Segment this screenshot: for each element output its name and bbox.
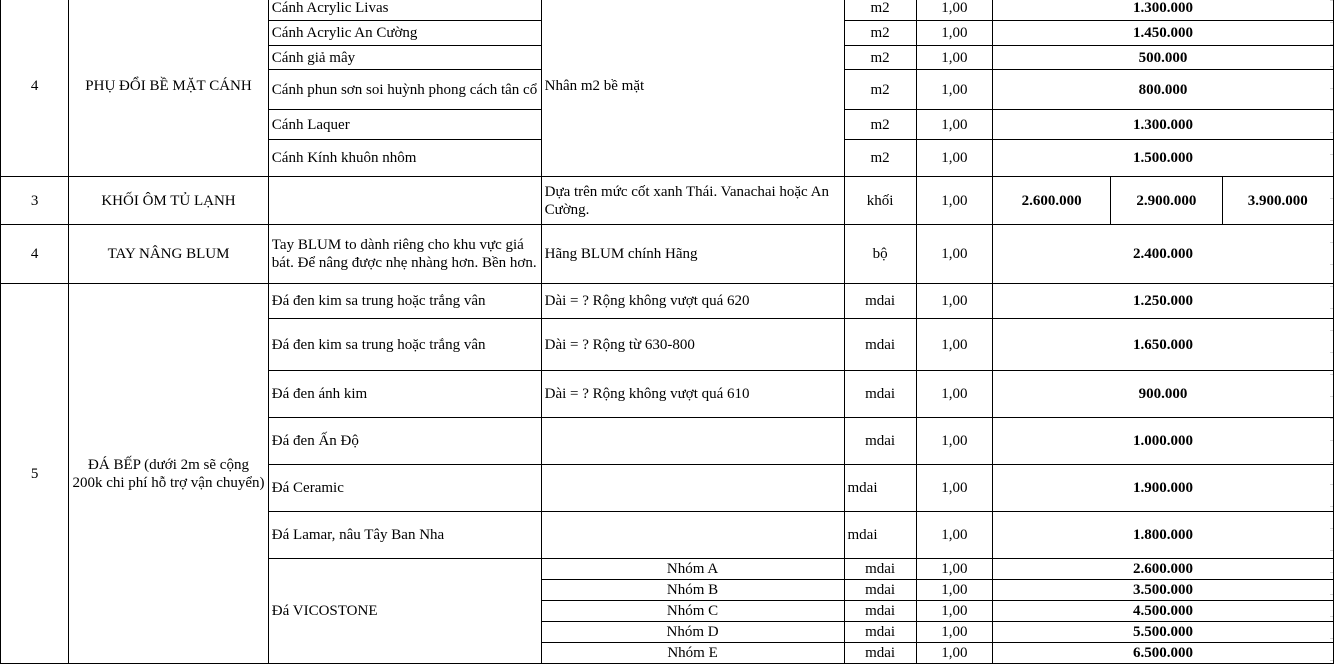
item-qty[interactable]: 1,00: [916, 622, 992, 643]
item-unit[interactable]: m2: [844, 46, 916, 70]
item-description[interactable]: Cánh Acrylic An Cường: [268, 21, 541, 46]
item-price[interactable]: 2.600.000: [992, 559, 1333, 580]
item-qty[interactable]: 1,00: [916, 110, 992, 140]
item-description[interactable]: Tay BLUM to dành riêng cho khu vực giá bát. Để nâng được nhẹ nhàng hơn. Bền hơn.: [268, 225, 541, 284]
item-qty[interactable]: 1,00: [916, 140, 992, 177]
table-row: [1, 177, 1334, 225]
item-description[interactable]: Cánh giả mây: [268, 46, 541, 70]
item-note[interactable]: Dài = ? Rộng không vượt quá 610: [541, 371, 844, 418]
item-price[interactable]: 2.600.000: [992, 177, 1110, 225]
item-unit[interactable]: mdai: [844, 284, 916, 319]
row-number[interactable]: 4: [1, 0, 69, 177]
category-name[interactable]: PHỤ ĐỔI BỀ MẶT CÁNH: [69, 0, 269, 177]
item-qty[interactable]: 1,00: [916, 284, 992, 319]
category-name[interactable]: ĐÁ BẾP (dưới 2m sẽ cộng 200k chi phí hỗ trợ vận chuyển): [69, 284, 269, 664]
item-unit[interactable]: mdai: [844, 580, 916, 601]
item-qty[interactable]: 1,00: [916, 177, 992, 225]
item-description[interactable]: Đá Ceramic: [268, 465, 541, 512]
vicostone-group[interactable]: Nhóm C: [541, 601, 844, 622]
item-unit[interactable]: mdai: [844, 622, 916, 643]
item-unit[interactable]: mdai: [844, 465, 916, 512]
item-price[interactable]: 3.900.000: [1222, 177, 1333, 225]
vicostone-group[interactable]: Nhóm A: [541, 559, 844, 580]
vicostone-group[interactable]: Nhóm B: [541, 580, 844, 601]
item-unit[interactable]: mdai: [844, 371, 916, 418]
item-unit[interactable]: m2: [844, 110, 916, 140]
item-unit[interactable]: mdai: [844, 559, 916, 580]
item-unit[interactable]: khối: [844, 177, 916, 225]
item-price[interactable]: 800.000: [992, 70, 1333, 110]
item-unit[interactable]: m2: [844, 140, 916, 177]
item-description[interactable]: Đá đen kim sa trung hoặc trắng vân: [268, 319, 541, 371]
item-note[interactable]: [541, 465, 844, 512]
item-description[interactable]: Cánh Acrylic Livas: [268, 0, 541, 21]
item-description[interactable]: Đá Lamar, nâu Tây Ban Nha: [268, 512, 541, 559]
row-number[interactable]: 3: [1, 177, 69, 225]
item-note[interactable]: [541, 512, 844, 559]
item-qty[interactable]: 1,00: [916, 319, 992, 371]
item-unit[interactable]: mdai: [844, 643, 916, 664]
item-price[interactable]: 1.250.000: [992, 284, 1333, 319]
item-description[interactable]: Đá đen kim sa trung hoặc trắng vân: [268, 284, 541, 319]
item-qty[interactable]: 1,00: [916, 371, 992, 418]
table-row: [1, 284, 1334, 319]
row-number[interactable]: 4: [1, 225, 69, 284]
item-qty[interactable]: 1,00: [916, 21, 992, 46]
item-description[interactable]: Đá VICOSTONE: [268, 559, 541, 664]
item-price[interactable]: 1.900.000: [992, 465, 1333, 512]
item-qty[interactable]: 1,00: [916, 225, 992, 284]
item-qty[interactable]: 1,00: [916, 512, 992, 559]
item-description[interactable]: Cánh phun sơn soi huỳnh phong cách tân cổ: [268, 70, 541, 110]
item-note[interactable]: Dài = ? Rộng từ 630-800: [541, 319, 844, 371]
item-qty[interactable]: 1,00: [916, 580, 992, 601]
item-price[interactable]: 1.300.000: [992, 110, 1333, 140]
item-note[interactable]: [541, 418, 844, 465]
item-qty[interactable]: 1,00: [916, 418, 992, 465]
item-note[interactable]: Dài = ? Rộng không vượt quá 620: [541, 284, 844, 319]
item-unit[interactable]: m2: [844, 0, 916, 21]
item-unit[interactable]: mdai: [844, 601, 916, 622]
item-note[interactable]: Dựa trên mức cốt xanh Thái. Vanachai hoặc An Cường.: [541, 177, 844, 225]
item-price[interactable]: 1.450.000: [992, 21, 1333, 46]
item-description[interactable]: Cánh Kính khuôn nhôm: [268, 140, 541, 177]
item-unit[interactable]: bộ: [844, 225, 916, 284]
item-price[interactable]: 2.900.000: [1111, 177, 1222, 225]
item-price[interactable]: 900.000: [992, 371, 1333, 418]
item-price[interactable]: 6.500.000: [992, 643, 1333, 664]
item-qty[interactable]: 1,00: [916, 70, 992, 110]
item-description[interactable]: Đá đen ánh kim: [268, 371, 541, 418]
item-unit[interactable]: mdai: [844, 512, 916, 559]
item-price[interactable]: 1.000.000: [992, 418, 1333, 465]
vicostone-group[interactable]: Nhóm D: [541, 622, 844, 643]
item-description[interactable]: Cánh Laquer: [268, 110, 541, 140]
item-qty[interactable]: 1,00: [916, 601, 992, 622]
item-price[interactable]: 3.500.000: [992, 580, 1333, 601]
category-name[interactable]: KHỐI ÔM TỦ LẠNH: [69, 177, 269, 225]
item-price[interactable]: 500.000: [992, 46, 1333, 70]
item-description[interactable]: Đá đen Ấn Độ: [268, 418, 541, 465]
category-name[interactable]: TAY NÂNG BLUM: [69, 225, 269, 284]
table-row: [1, 0, 1334, 21]
item-qty[interactable]: 1,00: [916, 46, 992, 70]
item-price[interactable]: 1.300.000: [992, 0, 1333, 21]
item-note[interactable]: Nhân m2 bề mặt: [541, 0, 844, 177]
row-number[interactable]: 5: [1, 284, 69, 664]
item-unit[interactable]: m2: [844, 70, 916, 110]
item-unit[interactable]: m2: [844, 21, 916, 46]
vicostone-group[interactable]: Nhóm E: [541, 643, 844, 664]
item-price[interactable]: 4.500.000: [992, 601, 1333, 622]
item-qty[interactable]: 1,00: [916, 0, 992, 21]
item-qty[interactable]: 1,00: [916, 643, 992, 664]
table-row: [1, 225, 1334, 284]
item-qty[interactable]: 1,00: [916, 465, 992, 512]
item-note[interactable]: Hãng BLUM chính Hãng: [541, 225, 844, 284]
item-price[interactable]: 5.500.000: [992, 622, 1333, 643]
item-price[interactable]: 1.500.000: [992, 140, 1333, 177]
item-price[interactable]: 1.800.000: [992, 512, 1333, 559]
item-price[interactable]: 2.400.000: [992, 225, 1333, 284]
item-unit[interactable]: mdai: [844, 418, 916, 465]
item-price[interactable]: 1.650.000: [992, 319, 1333, 371]
item-description[interactable]: [268, 177, 541, 225]
item-unit[interactable]: mdai: [844, 319, 916, 371]
item-qty[interactable]: 1,00: [916, 559, 992, 580]
